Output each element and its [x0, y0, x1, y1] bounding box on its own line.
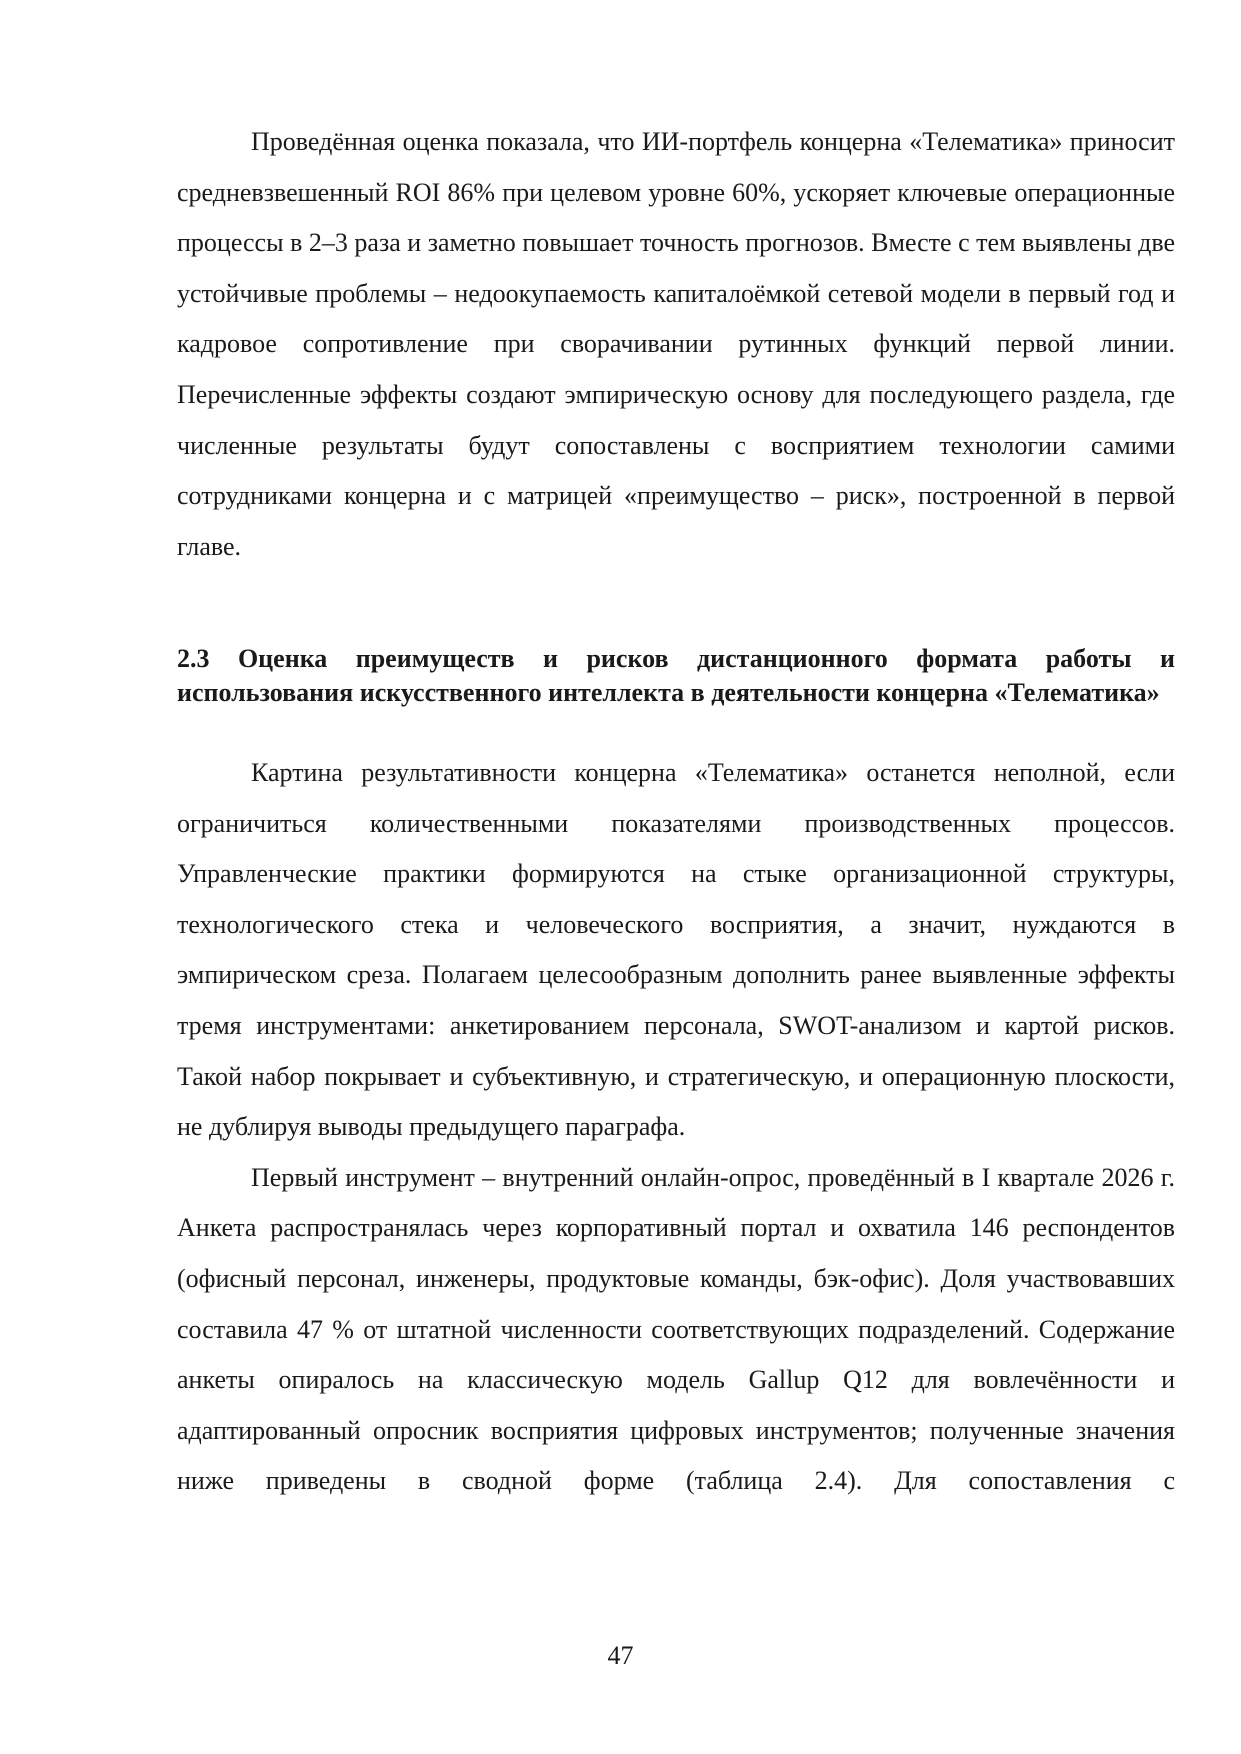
paragraph-intro: Картина результативности концерна «Телематика» останется неполной, если ограничиться количественными показателями производственных процессов. Управленческие практики формируются на стыке организационной структуры, технологического стека и человеческого восприятия, а значит, нуждаются в эмпирическом среза. Полагаем целесообразным дополнить ранее выявленные эффекты тремя инструментами: анкетированием персонала, SWOT-анализом и картой рисков. Такой набор покрывает и субъективную, и стратегическую, и операционную плоскости, не дублируя выводы предыдущего параграфа.	[177, 758, 1175, 1142]
paragraph-block-1	[177, 117, 1175, 572]
paragraph-conclusion: Проведённая оценка показала, что ИИ-портфель концерна «Телематика» приносит средневзвешенный ROI 86% при целевом уровне 60%, ускоряет ключевые операционные процессы в 2–3 раза и заметно повышает точность прогнозов. Вместе с тем выявлены две устойчивые проблемы – недоокупаемость капиталоёмкой сетевой модели в первый год и кадровое сопротивление при сворачивании рутинных функций первой линии. Перечисленные эффекты создают эмпирическую основу для последующего раздела, где численные результаты будут сопоставлены с восприятием технологии самими сотрудниками концерна и с матрицей «преимущество – риск», построенной в первой главе.	[177, 127, 1175, 561]
paragraph-block-2	[177, 748, 1175, 1507]
paragraph-survey: Первый инструмент – внутренний онлайн-опрос, проведённый в I квартале 2026 г. Анкета распространялась через корпоративный портал и охватила 146 респондентов (офисный персонал, инженеры, продуктовые команды, бэк-офис). Доля участвовавших составила 47 % от штатной численности соответствующих подразделений. Содержание анкеты опиралось на классическую модель Gallup Q12 для вовлечённости и адаптированный опросник восприятия цифровых инструментов; полученные значения ниже приведены в сводной форме (таблица 2.4). Для сопоставления с	[177, 1162, 1175, 1496]
section-heading-block	[177, 642, 1175, 709]
section-heading: 2.3 Оценка преимуществ и рисков дистанционного формата работы и использования искусственного интеллекта в деятельности концерна «Телематика»	[177, 644, 1175, 707]
page-number: 47	[607, 1641, 634, 1670]
